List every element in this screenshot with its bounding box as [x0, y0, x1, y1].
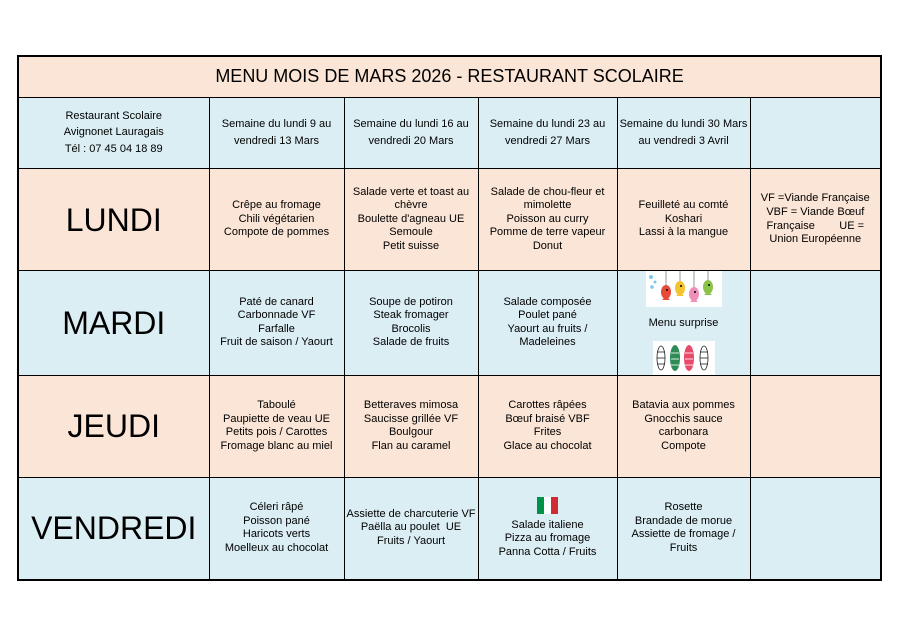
- menu-item: Panna Cotta / Fruits: [498, 545, 597, 558]
- menu-item: Donut: [532, 239, 563, 252]
- menu-item: Poisson au curry: [506, 212, 589, 225]
- menu-item: Betteraves mimosa: [363, 398, 459, 411]
- week-header-line: Semaine du lundi 16 au: [353, 117, 469, 130]
- day-label-mardi: MARDI: [18, 271, 209, 376]
- menu-item: Moelleux au chocolat: [224, 541, 329, 554]
- menu-item: Steak fromager: [373, 309, 449, 322]
- menu-item: Chili végétarien: [238, 212, 315, 225]
- empty-cell: [750, 477, 881, 580]
- menu-cell: [344, 169, 478, 271]
- menu-item: Boulette d'agneau UE: [357, 212, 465, 225]
- header-empty-cell: [750, 98, 881, 169]
- week-header-line: au vendredi 3 Avril: [638, 134, 729, 147]
- menu-item: Pomme de terre vapeur: [489, 226, 606, 239]
- menu-item: carbonara: [658, 426, 709, 439]
- menu-item: Compote: [661, 439, 706, 452]
- menu-item: Assiette de fromage /: [631, 528, 736, 541]
- menu-item: Lassi à la mangue: [638, 226, 729, 239]
- menu-item: Poulet pané: [518, 309, 577, 322]
- skeleton-fish-icon: [653, 341, 715, 375]
- menu-item: Carottes râpées: [508, 398, 587, 411]
- menu-cell: [617, 169, 750, 271]
- week-header-line: vendredi 20 Mars: [368, 134, 454, 147]
- empty-cell: [750, 271, 881, 376]
- menu-item: Carbonnade VF: [237, 309, 316, 322]
- menu-item: Crêpe au fromage: [232, 199, 321, 212]
- menu-item: Rosette: [664, 500, 703, 513]
- menu-cell: [344, 375, 478, 477]
- page-title: MENU MOIS DE MARS 2026 - RESTAURANT SCOLAIRE: [18, 56, 881, 98]
- italian-flag-icon: [537, 497, 559, 514]
- menu-item: Fruit de saison / Yaourt: [220, 336, 333, 349]
- legend-line: VF =Viande Française: [760, 192, 870, 205]
- week-header-line: vendredi 27 Mars: [505, 134, 590, 147]
- menu-table: [17, 55, 882, 581]
- menu-cell: [478, 271, 617, 376]
- menu-item: Poisson pané: [243, 514, 310, 527]
- day-label-lundi: LUNDI: [18, 169, 209, 271]
- week-header-line: Semaine du lundi 9 au: [221, 117, 332, 130]
- menu-item: Salade italiene: [511, 518, 584, 531]
- menu-item: Koshari: [664, 212, 703, 225]
- menu-cell: [478, 169, 617, 271]
- menu-cell: [209, 477, 344, 580]
- menu-item: Soupe de potiron: [369, 295, 453, 308]
- week-header-line: vendredi 13 Mars: [234, 134, 319, 147]
- legend-cell: [750, 169, 881, 271]
- menu-item: Petits pois / Carottes: [225, 426, 328, 439]
- menu-cell: [617, 375, 750, 477]
- week-header-line: Semaine du lundi 23 au: [489, 117, 606, 130]
- menu-item: Menu surprise: [648, 317, 719, 329]
- flag-stripe-green: [537, 497, 544, 514]
- menu-cell: [209, 375, 344, 477]
- menu-item: Paëlla au poulet UE: [360, 521, 462, 534]
- day-label-jeudi: JEUDI: [18, 375, 209, 477]
- restaurant-name: Restaurant Scolaire: [65, 109, 163, 122]
- day-label-vendredi: VENDREDI: [18, 477, 209, 580]
- menu-item: Brocolis: [391, 322, 431, 335]
- menu-item: Pizza au fromage: [504, 532, 591, 545]
- menu-item: Gnocchis sauce: [644, 412, 723, 425]
- menu-cell: [344, 271, 478, 376]
- menu-item: Boulgour: [388, 426, 434, 439]
- menu-item: Taboulé: [257, 398, 296, 411]
- menu-item: Salade verte et toast au: [352, 185, 470, 198]
- flag-stripe-white: [544, 497, 551, 514]
- menu-cell: [617, 271, 750, 376]
- week-header-2: [344, 98, 478, 169]
- menu-item: Farfalle: [258, 322, 295, 335]
- menu-item: mimolette: [523, 199, 572, 212]
- week-header-1: [209, 98, 344, 169]
- menu-item: Frites: [533, 426, 562, 439]
- menu-item: Assiette de charcuterie VF: [346, 507, 476, 520]
- menu-item: Petit suisse: [382, 239, 440, 252]
- menu-item: Madeleines: [519, 336, 576, 349]
- menu-item: Yaourt au fruits /: [507, 322, 588, 335]
- flag-stripe-red: [551, 497, 558, 514]
- week-header-line: Semaine du lundi 30 Mars: [619, 117, 748, 130]
- menu-item: Salade de fruits: [372, 336, 450, 349]
- menu-item: Salade composée: [503, 295, 592, 308]
- menu-cell: [478, 375, 617, 477]
- restaurant-phone: Tél : 07 45 04 18 89: [64, 142, 163, 155]
- menu-item: Fromage blanc au miel: [220, 439, 333, 452]
- menu-item: Flan au caramel: [371, 439, 451, 452]
- hanging-fish-icon: [646, 271, 722, 307]
- menu-item: Semoule: [389, 226, 433, 239]
- menu-item: Fruits: [669, 541, 698, 554]
- menu-item: chèvre: [394, 199, 428, 212]
- menu-item: Batavia aux pommes: [632, 398, 735, 411]
- restaurant-town: Avignonet Lauragais: [63, 126, 164, 139]
- menu-cell: [478, 477, 617, 580]
- legend-line: Française UE =: [766, 219, 865, 232]
- empty-cell: [750, 375, 881, 477]
- menu-item: Paupiette de veau UE: [222, 412, 331, 425]
- menu-cell: [209, 271, 344, 376]
- legend-line: Union Européenne: [769, 233, 862, 246]
- week-header-3: [478, 98, 617, 169]
- menu-item: Céleri râpé: [249, 500, 304, 513]
- menu-item: Saucisse grillée VF: [363, 412, 459, 425]
- menu-item: Brandade de morue: [634, 514, 733, 527]
- restaurant-info: [18, 98, 209, 169]
- menu-item: Compote de pommes: [223, 226, 330, 239]
- menu-item: Bœuf braisé VBF: [505, 412, 590, 425]
- menu-cell: [617, 477, 750, 580]
- menu-item: Salade de chou-fleur et: [490, 185, 605, 198]
- menu-cell: [344, 477, 478, 580]
- legend-line: VBF = Viande Bœuf: [766, 205, 865, 218]
- menu-item: Glace au chocolat: [503, 439, 592, 452]
- menu-item: Fruits / Yaourt: [376, 534, 446, 547]
- menu-cell: [209, 169, 344, 271]
- menu-item: Paté de canard: [239, 295, 314, 308]
- menu-item: Haricots verts: [242, 528, 311, 541]
- menu-item: Feuilleté au comté: [638, 199, 729, 212]
- week-header-4: [617, 98, 750, 169]
